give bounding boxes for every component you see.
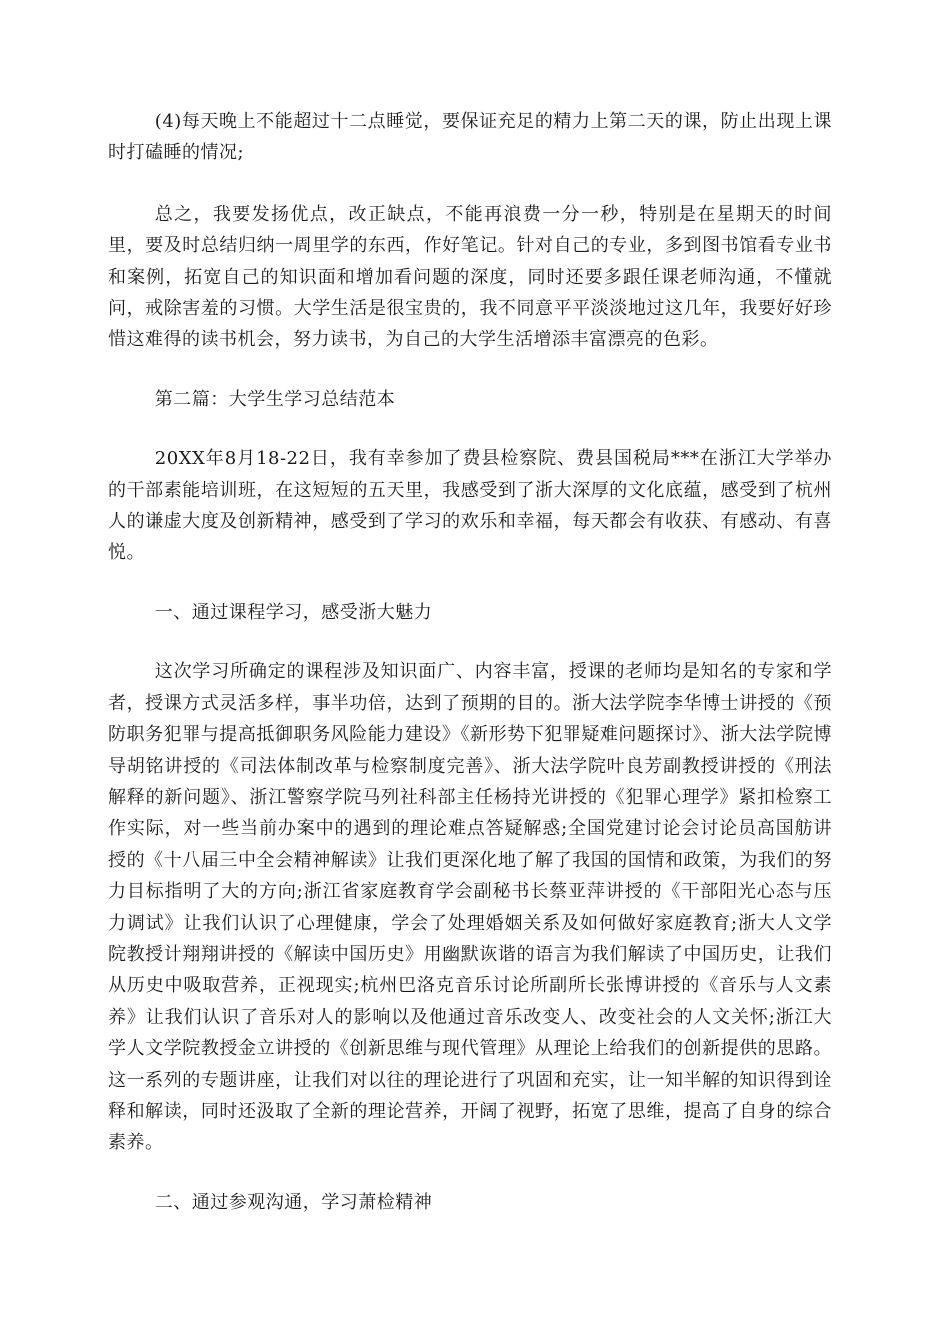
paragraph-course-details: 这次学习所确定的课程涉及知识面广、内容丰富，授课的老师均是知名的专家和学者，授课方式灵活多样，事半功倍，达到了预期的目的。浙大法学院李华博士讲授的《预防职务犯罪与提高抵御职务风险能力建设》《新形势下犯罪疑难问题探讨》、浙大法学院博导胡铭讲授的《司法体制改革与检察制度完善》、浙大法学院叶良芳副教授讲授的《刑法解释的新问题》、浙江警察学院马列社科部主任杨持光讲授的《犯罪心理学》紧扣检察工作实际，对一些当前办案中的遇到的理论难点答疑解惑;全国党建讨论会讨论员高国舫讲授的《十八届三中全会精神解读》让我们更深化地了解了我国的国情和政策，为我们的努力目标指明了大的方向;浙江省家庭教育学会副秘书长蔡亚萍讲授的《干部阳光心态与压力调试》让我们认识了心理健康，学会了处理婚姻关系及如何做好家庭教育;浙大人文学院教授计翔翔讲授的《解读中国历史》用幽默诙谐的语言为我们解读了中国历史，让我们从历史中吸取营养，正视现实;杭州巴洛克音乐讨论所副所长张博讲授的《音乐与人文素养》让我们认识了音乐对人的影响以及他通过音乐改变人、改变社会的人文关怀;浙江大学人文学院教授金立讲授的《创新思维与现代管理》从理论上给我们的创新提供的思路。这一系列的专题讲座，让我们对以往的理论进行了巩固和充实，让一知半解的知识得到诠释和解读，同时还汲取了全新的理论营养，开阔了视野，拓宽了思维，提高了自身的综合素养。: [108, 661, 832, 1154]
document-body: [108, 106, 832, 1218]
paragraph-item-4: (4)每天晚上不能超过十二点睡觉，要保证充足的精力上第二天的课，防止出现上课时打磕睡的情况;: [108, 111, 832, 164]
paragraph-training-intro: 20XX年8月18-22日，我有幸参加了费县检察院、费县国税局***在浙江大学举办的干部素能培训班，在这短短的五天里，我感受到了浙大深厚的文化底蕴，感受到了杭州人的谦虚大度及创新精神，感受到了学习的欢乐和幸福，每天都会有收获、有感动、有喜悦。: [108, 448, 832, 564]
heading-visit-exchange: 二、通过参观沟通，学习萧检精神: [154, 1191, 433, 1213]
section-title-second-article: 第二篇：大学生学习总结范本: [154, 388, 396, 410]
heading-course-study: 一、通过课程学习，感受浙大魅力: [154, 601, 433, 623]
paragraph-summary: 总之，我要发扬优点，改正缺点，不能再浪费一分一秒，特别是在星期天的时间里，要及时总结归纳一周里学的东西，作好笔记。针对自己的专业，多到图书馆看专业书和案例，拓宽自己的知识面和增加看问题的深度，同时还要多跟任课老师沟通，不懂就问，戒除害羞的习惯。大学生活是很宝贵的，我不同意平平淡淡地过这几年，我要好好珍惜这难得的读书机会，努力读书，为自己的大学生活增添丰富漂亮的色彩。: [108, 203, 832, 351]
